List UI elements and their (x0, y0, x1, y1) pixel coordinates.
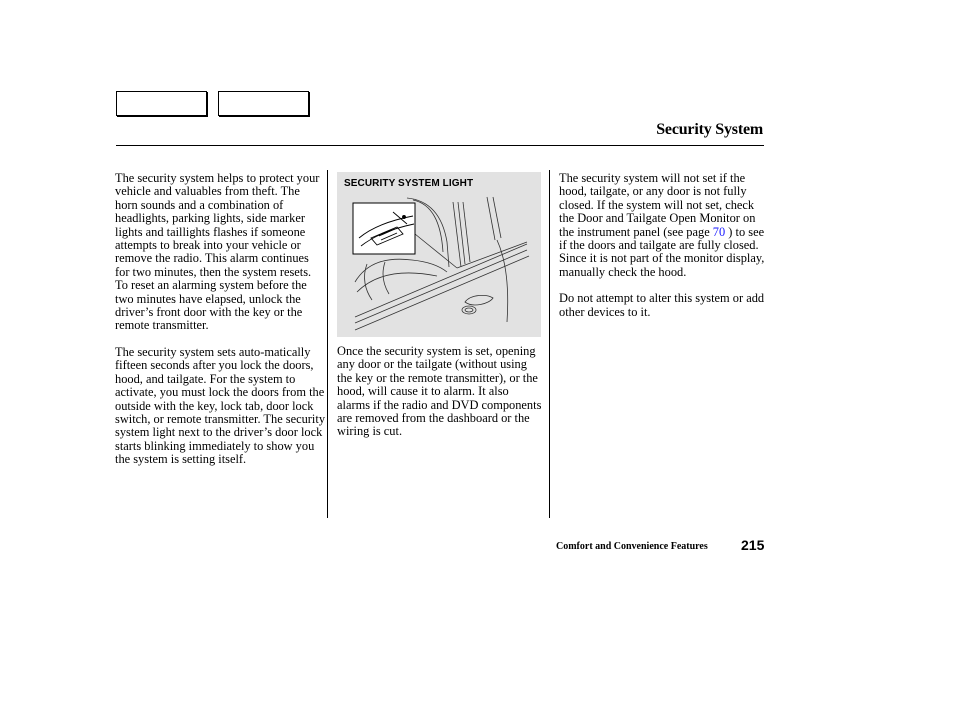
footer-page-number: 215 (741, 537, 765, 553)
door-illustration (337, 172, 541, 337)
column-3-paragraph-2: Do not attempt to alter this system or add other devices to it. (559, 291, 765, 319)
column-1-paragraph-2: The security system sets auto-matically fifteen seconds after you lock the doors, hood, and tailgate. For the system to activate, you must lock the doors from the outside with the key, lock tab, door lock switch, or remote transmitter. The security system light next to the driver’s door lock starts blinking immediately to show you the system is setting itself. (115, 344, 326, 467)
page-title: Security System (656, 121, 763, 138)
column-1 (115, 172, 325, 467)
column-divider-1 (327, 170, 328, 518)
nav-button-table-of-contents[interactable] (218, 91, 309, 116)
column-2-paragraph-1: Once the security system is set, opening any door or the tailgate (without using the key or the remote transmitter), or the hood, will cause it to alarm. It also alarms if the radio and DVD components are removed from the dashboard or the wiring is cut. (337, 344, 542, 439)
nav-button-main-menu[interactable] (116, 91, 207, 116)
column-2 (337, 345, 543, 439)
title-divider (116, 145, 764, 146)
column-3-text-before-link: The security system will not set if the hood, tailgate, or any door is not fully closed. If the system will not set, check the Door and Tailgate Open Monitor on the instrument panel (see page (559, 171, 756, 239)
footer-section-title: Comfort and Convenience Features (556, 541, 708, 552)
column-1-paragraph-1: The security system helps to protect your vehicle and valuables from theft. The horn sounds and a combination of headlights, parking lights, side marker lights and taillights flashes if someone attempts to break into your vehicle or remove the radio. This alarm continues for two minutes, then the system resets. To reset an alarming system before the two minutes have elapsed, unlock the driver’s front door with the key or the remote transmitter. (115, 171, 320, 333)
column-divider-2 (549, 170, 550, 518)
figure-caption: SECURITY SYSTEM LIGHT (344, 178, 474, 189)
column-3-paragraph-1 (559, 172, 765, 279)
page-70-link[interactable]: 70 (712, 224, 726, 239)
column-3 (559, 172, 765, 319)
security-light-figure (337, 172, 541, 337)
column-3-text-after-link: ) to see if the doors and tailgate are fully closed. Since it is not part of the monitor display, manually check the hood. (559, 224, 765, 279)
